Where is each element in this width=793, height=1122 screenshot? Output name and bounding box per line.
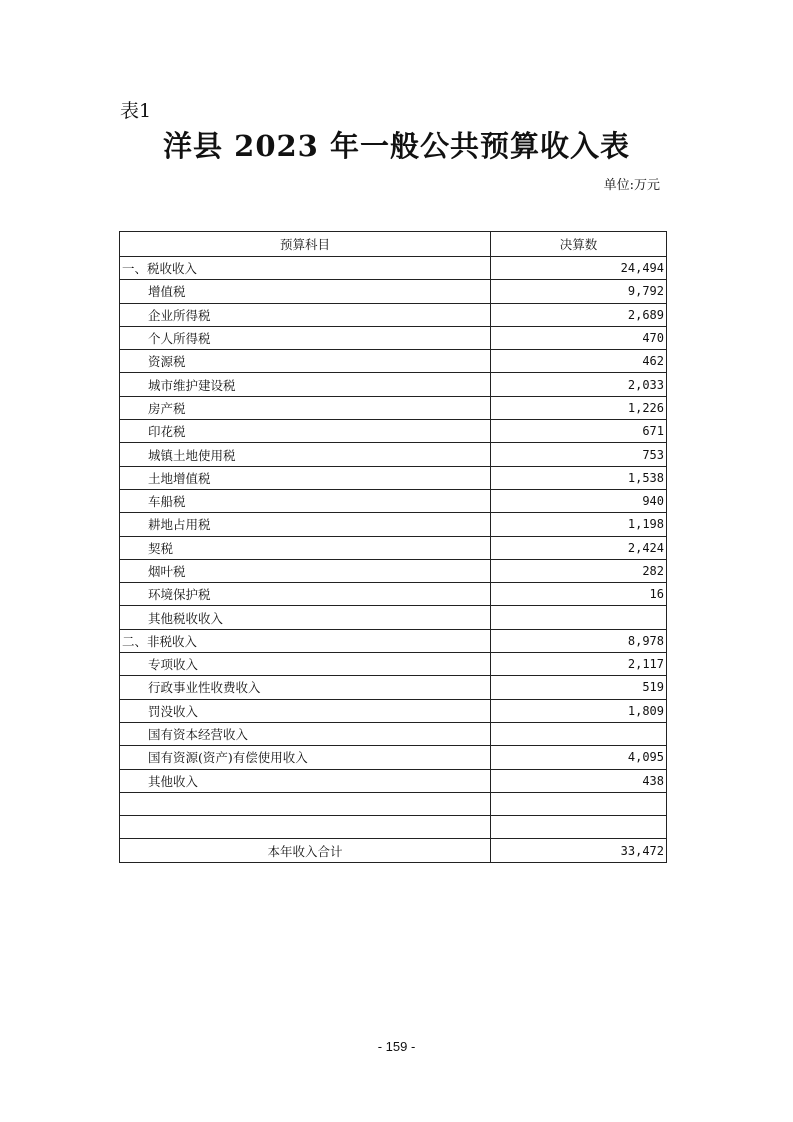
total-amount: 33,472 — [491, 839, 667, 862]
row-amount: 2,424 — [491, 536, 667, 559]
row-subject: 城镇土地使用税 — [120, 443, 491, 466]
row-subject: 房产税 — [120, 396, 491, 419]
row-amount: 8,978 — [491, 629, 667, 652]
row-subject: 一、税收收入 — [120, 257, 491, 280]
row-amount: 438 — [491, 769, 667, 792]
table-body — [120, 257, 667, 863]
table-row — [120, 629, 667, 652]
table-row — [120, 420, 667, 443]
row-subject: 土地增值税 — [120, 466, 491, 489]
budget-revenue-table — [119, 231, 667, 863]
column-header-subject: 预算科目 — [120, 232, 491, 257]
row-subject: 契税 — [120, 536, 491, 559]
row-amount: 1,809 — [491, 699, 667, 722]
table-row — [120, 350, 667, 373]
table-row — [120, 257, 667, 280]
table-row — [120, 676, 667, 699]
row-amount — [491, 792, 667, 815]
row-subject: 资源税 — [120, 350, 491, 373]
row-amount — [491, 722, 667, 745]
page-number: - 159 - — [377, 1039, 416, 1054]
row-subject: 车船税 — [120, 489, 491, 512]
row-subject — [120, 816, 491, 839]
table-row — [120, 280, 667, 303]
page-title: 洋县 2023 年一般公共预算收入表 — [163, 129, 630, 163]
table-row — [120, 722, 667, 745]
row-subject: 国有资源(资产)有偿使用收入 — [120, 746, 491, 769]
table-row — [120, 466, 667, 489]
row-subject: 烟叶税 — [120, 559, 491, 582]
row-amount: 4,095 — [491, 746, 667, 769]
row-amount: 2,033 — [491, 373, 667, 396]
row-amount: 1,198 — [491, 513, 667, 536]
table-header-row — [120, 232, 667, 257]
unit-label: 单位:万元 — [603, 178, 660, 193]
row-subject — [120, 792, 491, 815]
row-subject: 城市维护建设税 — [120, 373, 491, 396]
row-subject: 专项收入 — [120, 653, 491, 676]
row-amount: 470 — [491, 326, 667, 349]
table-row — [120, 816, 667, 839]
row-amount — [491, 816, 667, 839]
table-label: 表1 — [120, 100, 152, 122]
row-subject: 印花税 — [120, 420, 491, 443]
row-subject: 增值税 — [120, 280, 491, 303]
table-row — [120, 699, 667, 722]
table-row — [120, 746, 667, 769]
table-row — [120, 443, 667, 466]
row-subject: 其他税收收入 — [120, 606, 491, 629]
row-subject: 环境保护税 — [120, 583, 491, 606]
row-amount: 671 — [491, 420, 667, 443]
table-row — [120, 489, 667, 512]
row-amount: 940 — [491, 489, 667, 512]
row-amount: 2,117 — [491, 653, 667, 676]
total-row — [120, 839, 667, 862]
table-row — [120, 792, 667, 815]
row-subject: 耕地占用税 — [120, 513, 491, 536]
row-amount: 24,494 — [491, 257, 667, 280]
table-row — [120, 326, 667, 349]
row-subject: 行政事业性收费收入 — [120, 676, 491, 699]
table-row — [120, 373, 667, 396]
table-row — [120, 653, 667, 676]
row-amount: 519 — [491, 676, 667, 699]
row-subject: 企业所得税 — [120, 303, 491, 326]
row-amount: 753 — [491, 443, 667, 466]
row-subject: 二、非税收入 — [120, 629, 491, 652]
row-amount: 282 — [491, 559, 667, 582]
row-amount: 2,689 — [491, 303, 667, 326]
column-header-amount: 决算数 — [491, 232, 667, 257]
table-row — [120, 396, 667, 419]
row-amount: 462 — [491, 350, 667, 373]
table-row — [120, 606, 667, 629]
row-amount: 1,226 — [491, 396, 667, 419]
row-amount: 9,792 — [491, 280, 667, 303]
row-subject: 国有资本经营收入 — [120, 722, 491, 745]
table-row — [120, 513, 667, 536]
table-row — [120, 536, 667, 559]
row-amount — [491, 606, 667, 629]
row-subject: 罚没收入 — [120, 699, 491, 722]
row-subject: 其他收入 — [120, 769, 491, 792]
table-row — [120, 559, 667, 582]
row-amount: 1,538 — [491, 466, 667, 489]
row-subject: 个人所得税 — [120, 326, 491, 349]
table-row — [120, 769, 667, 792]
table-row — [120, 583, 667, 606]
row-amount: 16 — [491, 583, 667, 606]
total-label: 本年收入合计 — [120, 839, 491, 862]
table-row — [120, 303, 667, 326]
